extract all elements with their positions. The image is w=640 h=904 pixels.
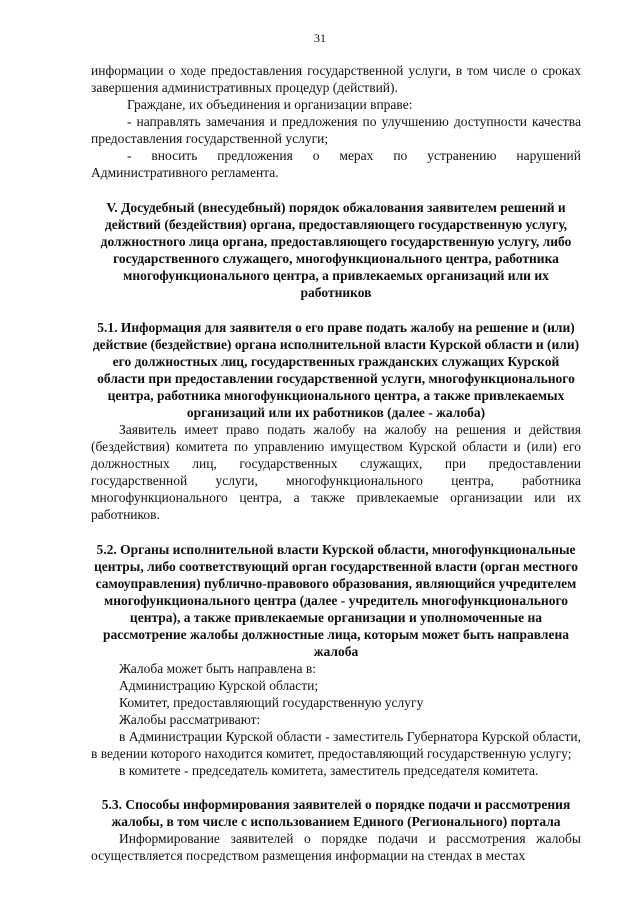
spacer — [91, 779, 581, 796]
paragraph-citizens-right: Граждане, их объединения и организации вправе: — [127, 97, 413, 112]
section-5-2-line: Администрацию Курской области; — [119, 678, 319, 693]
list-item-submit-proposals: - вносить предложения о мерах по устранению нарушений Административного регламента. — [91, 148, 581, 180]
section-5-3-heading: 5.3. Способы информирования заявителей о порядке подачи и рассмотрения жалобы, в том числе с использованием Единого (Регионального) портала — [101, 797, 571, 829]
section-5-2-line: в Администрации Курской области - заместитель Губернатора Курской области, в ведении которого находится комитет, предоставляющий государственную услугу; — [91, 729, 581, 761]
section-5-2-heading: 5.2. Органы исполнительной власти Курской области, многофункциональные центры, либо соответствующий орган государственной власти (орган местного самоуправления) публично-правового образования, являющийся учредителем многофункционального центра (далее - учредитель многофункционального центра), а также привлекаемые организации и уполномоченные на рассмотрение жалобы должностные лица, которым может быть направлена жалоба — [93, 542, 579, 659]
page-number: 31 — [314, 31, 326, 45]
spacer — [91, 523, 581, 541]
section-5-2-line: Жалобы рассматривают: — [119, 712, 261, 727]
section-5-heading: V. Досудебный (внесудебный) порядок обжалования заявителем решений и действий (бездействия) органа, предоставляющего государственную услугу, должностного лица органа, предоставляющего государственную услугу, либо государственного служащего, многофункционального центра, работника многофункционального центра, а привлекаемых организаций или их работников — [100, 200, 572, 300]
spacer — [91, 301, 581, 319]
section-5-2-line: Комитет, предоставляющий государственную услугу — [119, 695, 424, 710]
section-5-1-heading: 5.1. Информация для заявителя о его праве подать жалобу на решение и (или) действие (бездействие) органа исполнительной власти Курской области и (или) его должностных лиц, государственных гражданских служащих Курской области при предоставлении государственной услуги, многофункционального центра, работника многофункционального центра, а также привлекаемых организаций или их работников (далее - жалоба) — [92, 320, 580, 420]
section-5-3-text: Информирование заявителей о порядке подачи и рассмотрения жалобы осуществляется посредством размещения информации на стендах в местах — [91, 831, 581, 863]
list-item-send-remarks: - направлять замечания и предложения по улучшению доступности качества предоставления государственной услуги; — [91, 114, 581, 146]
section-5-1-text: Заявитель имеет право подать жалобу на жалобу на решения и действия (бездействия) комитета по управлению имуществом Курской области и (или) его должностных лиц, государственных служащих, при предоставлении государственной услуги, многофункционального центра, работника многофункционального центра, а также привлекаемые организации или их работников. — [91, 422, 581, 522]
spacer — [91, 181, 581, 199]
document-content — [91, 62, 581, 864]
section-5-2-line: Жалоба может быть направлена в: — [119, 661, 316, 676]
section-5-2-line: в комитете - председатель комитета, заместитель председателя комитета. — [119, 763, 539, 778]
paragraph-continuation: информации о ходе предоставления государственной услуги, в том числе о сроках завершения административных процедур (действий). — [91, 63, 581, 95]
